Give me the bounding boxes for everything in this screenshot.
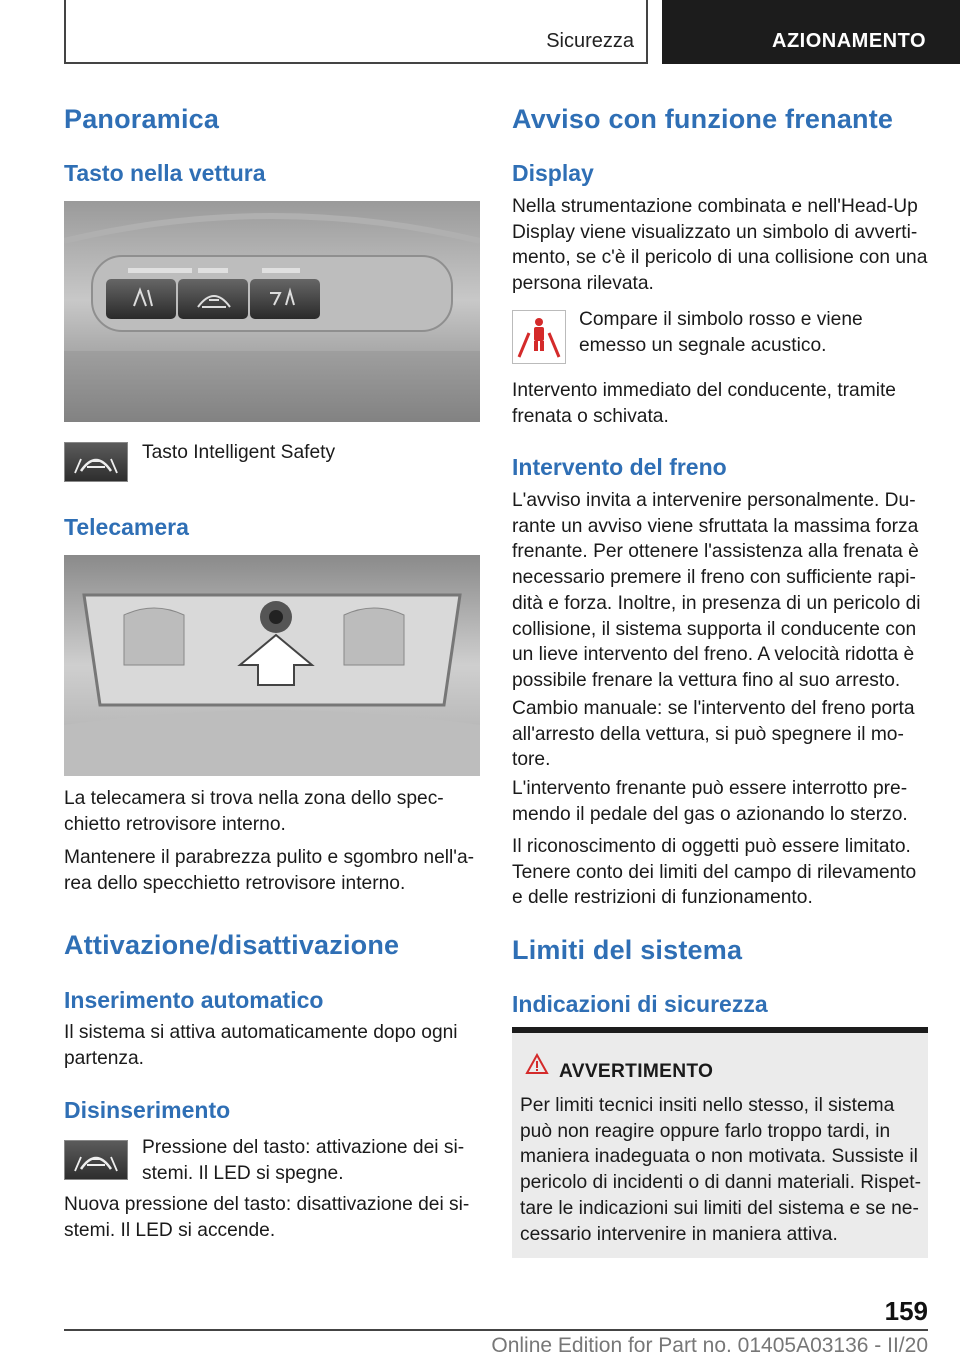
heading-limiti: Limiti del sistema: [512, 935, 743, 965]
telecamera-paragraph-1: La telecamera si trova nella zona dello spec- chietto retrovisore interno.: [64, 788, 444, 835]
interrotto-paragraph: L'intervento frenante può essere interrotto pre- mendo il pedale del gas o azionando lo sterzo.: [512, 778, 908, 825]
intelligent-safety-icon: [64, 1140, 128, 1180]
freno-paragraph: L'avviso invita a intervenire personalmente. Du- rante un avviso viene sfruttata la massima forza frenante. Per ottenere l'assistenza alla frenata è necessario premere il freno con sufficiente rapi- dità e forza. Inoltre, in presenza di un pericolo di collisione, il sistema supporta il conducente con un lieve intervento del freno. A velocità ridotta è possibile frenare la vettura fino al suo arresto.: [512, 490, 921, 691]
intervento-paragraph: Intervento immediato del conducente, tramite frenata o schivata.: [512, 380, 896, 427]
heading-attivazione: Attivazione/disattivazione: [64, 930, 400, 960]
subheading-indicazioni: Indicazioni di sicurezza: [512, 991, 768, 1017]
pedestrian-warning-icon: [512, 310, 566, 364]
subheading-tasto: Tasto nella vettura: [64, 160, 266, 186]
footer-edition: Online Edition for Part no. 01405A03136 - II/20: [491, 1334, 928, 1357]
subheading-disinserimento: Disinserimento: [64, 1097, 231, 1123]
subheading-display: Display: [512, 160, 594, 186]
warning-triangle-icon: [525, 1053, 549, 1075]
tasto-caption: Tasto Intelligent Safety: [142, 442, 336, 463]
camera-figure: [64, 555, 480, 776]
header-chapter-title: AZIONAMENTO: [772, 30, 927, 52]
footer-divider: [64, 1329, 928, 1331]
subheading-inserimento: Inserimento automatico: [64, 987, 324, 1013]
display-paragraph: Nella strumentazione combinata e nell'Head-Up Display viene visualizzato un simbolo di avverti- mento, se c'è il pericolo di una collisione con una persona rilevata.: [512, 196, 928, 295]
symbol-caption: Compare il simbolo rosso e viene emesso un segnale acustico.: [579, 309, 863, 356]
heading-panoramica: Panoramica: [64, 104, 220, 134]
button-panel-figure: [64, 201, 480, 422]
header-chapter-box: [662, 0, 960, 64]
heading-avviso: Avviso con funzione frenante: [512, 104, 894, 134]
header-section-title: Sicurezza: [546, 30, 634, 52]
subheading-telecamera: Telecamera: [64, 514, 189, 540]
header-section-box: [64, 0, 648, 64]
riconoscimento-paragraph: Il riconoscimento di oggetti può essere limitato. Tenere conto dei limiti del campo di rilevamento e delle restrizioni di funzionamento.: [512, 836, 917, 909]
intelligent-safety-icon: [64, 442, 128, 482]
warning-box: [512, 1027, 928, 1258]
page-number: 159: [884, 1296, 928, 1326]
inserimento-paragraph: Il sistema si attiva automaticamente dopo ogni partenza.: [64, 1022, 458, 1069]
cambio-paragraph: Cambio manuale: se l'intervento del freno porta all'arresto della vettura, si può spegnere il mo- tore.: [512, 698, 915, 771]
disinserimento-paragraph: Nuova pressione del tasto: disattivazione dei si- stemi. Il LED si accende.: [64, 1194, 470, 1241]
warning-paragraph: Per limiti tecnici insiti nello stesso, il sistema può non reagire oppure farlo troppo tardi, in maniera inadeguata o non motivata. Sussiste il pericolo di incidenti o di danni materiali. Rispet- tare le indicazioni sui limiti del sistema e se ne- cessario intervenire in maniera attiva.: [520, 1095, 922, 1245]
disinserimento-caption: Pressione del tasto: attivazione dei si- stemi. Il LED si spegne.: [142, 1137, 465, 1184]
subheading-freno: Intervento del freno: [512, 454, 727, 480]
telecamera-paragraph-2: Mantenere il parabrezza pulito e sgombro nell'a- rea dello specchietto retrovisore interno.: [64, 847, 475, 894]
warning-heading: AVVERTIMENTO: [559, 1061, 714, 1082]
